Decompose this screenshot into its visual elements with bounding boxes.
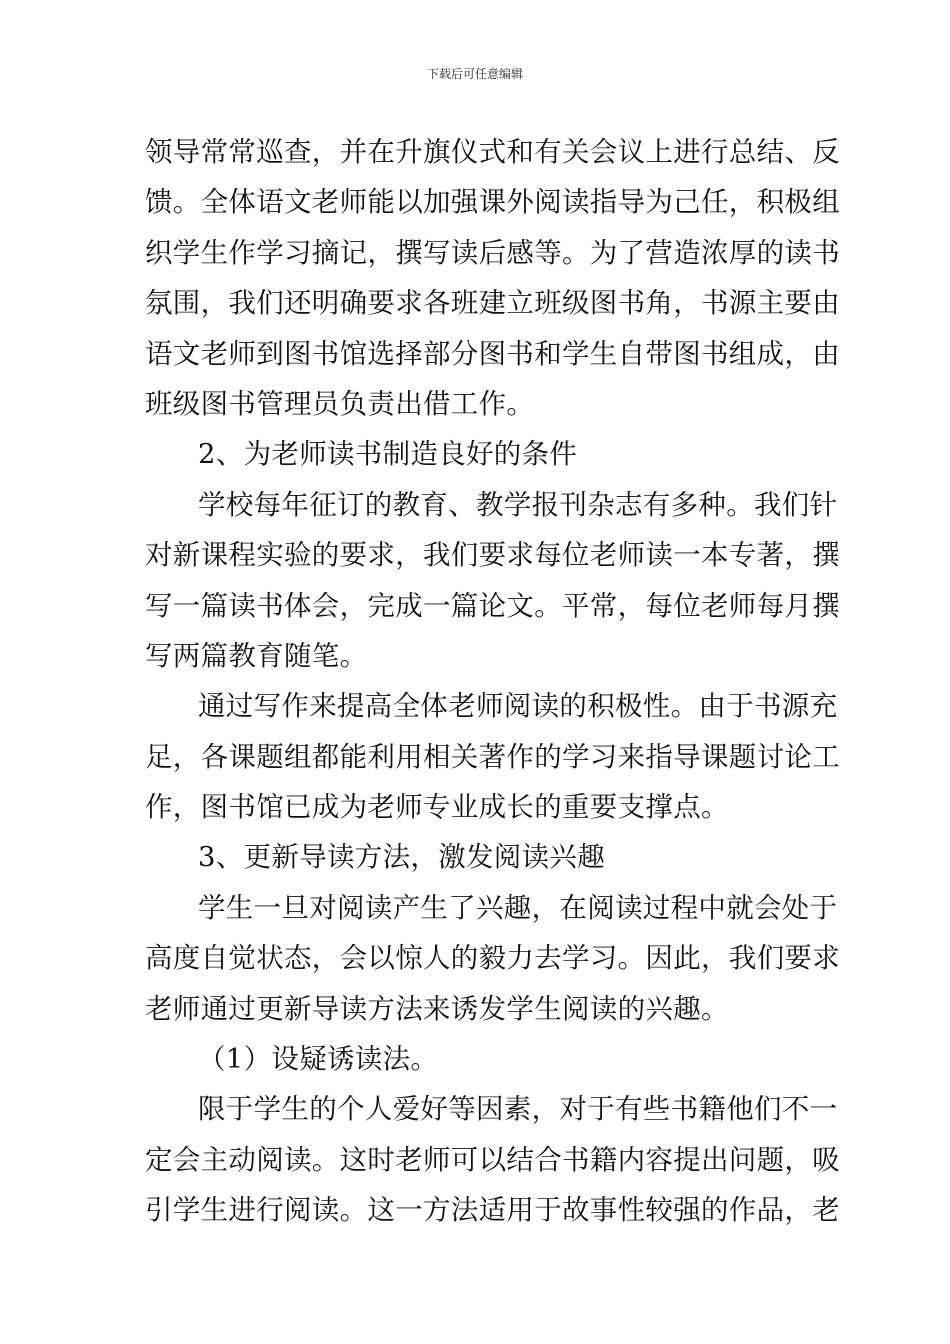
- text-line: 学生一旦对阅读产生了兴趣，在阅读过程中就会处于: [198, 891, 838, 924]
- text-line: 写两篇教育随笔。: [145, 639, 368, 672]
- text-line: 班级图书管理员负责出借工作。: [145, 387, 535, 420]
- text-line: 对新课程实验的要求，我们要求每位老师读一本专著，撰: [145, 539, 840, 572]
- page-header: 下载后可任意编辑: [426, 67, 523, 81]
- text-line: 限于学生的个人爱好等因素，对于有些书籍他们不一: [198, 1093, 838, 1126]
- text-line: 足，各课题组都能利用相关著作的学习来指导课题讨论工: [145, 740, 840, 773]
- text-line: 通过写作来提高全体老师阅读的积极性。由于书源充: [198, 690, 838, 723]
- text-line: 氛围，我们还明确要求各班建立班级图书角，书源主要由: [145, 287, 840, 320]
- text-line: 老师通过更新导读方法来诱发学生阅读的兴趣。: [145, 992, 729, 1025]
- subsection-heading: （1）设疑诱读法。: [198, 1043, 439, 1076]
- section-heading: 2、为老师读书制造良好的条件: [198, 438, 578, 471]
- text-line: 织学生作学习摘记，撰写读后感等。为了营造浓厚的读书: [145, 236, 840, 269]
- text-line: 写一篇读书体会，完成一篇论文。平常，每位老师每月撰: [145, 589, 840, 622]
- text-line: 作，图书馆已成为老师专业成长的重要支撑点。: [145, 791, 729, 824]
- text-line: 引学生进行阅读。这一方法适用于故事性较强的作品，老: [145, 1194, 840, 1227]
- text-line: 定会主动阅读。这时老师可以结合书籍内容提出问题，吸: [145, 1143, 840, 1176]
- text-line: 馈。全体语文老师能以加强课外阅读指导为己任，积极组: [145, 186, 840, 219]
- text-line: 语文老师到图书馆选择部分图书和学生自带图书组成，由: [145, 337, 840, 370]
- text-line: 高度自觉状态，会以惊人的毅力去学习。因此，我们要求: [145, 942, 840, 975]
- text-line: 学校每年征订的教育、教学报刊杂志有多种。我们针: [198, 488, 838, 521]
- text-line: 领导常常巡查，并在升旗仪式和有关会议上进行总结、反: [145, 136, 840, 168]
- section-heading: 3、更新导读方法，激发阅读兴趣: [198, 841, 605, 874]
- body-text: [145, 127, 840, 1236]
